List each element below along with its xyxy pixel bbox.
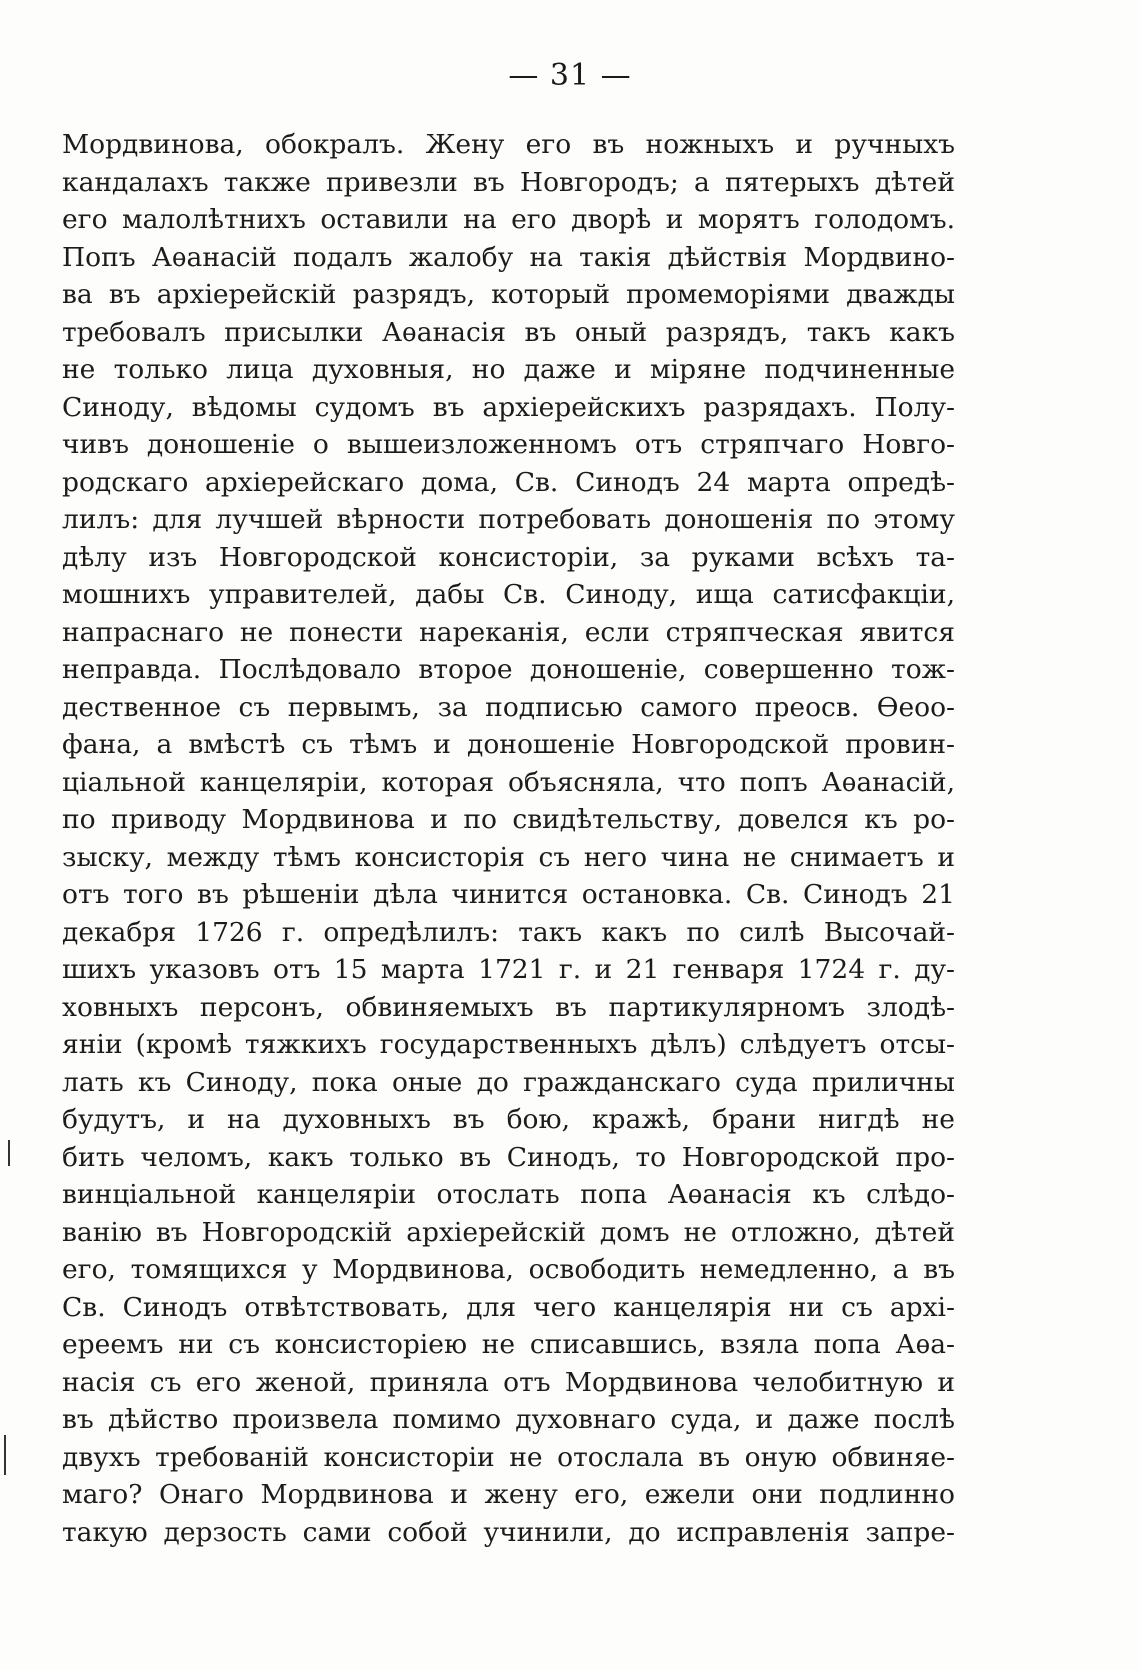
text-line: его, томящихся у Мордвинова, освободить немедленно, а въ <box>62 1254 955 1285</box>
text-line: ванію въ Новгородскій архіерейскій домъ не отложно, дѣтей <box>62 1216 955 1248</box>
text-line: Попъ Аѳанасій подалъ жалобу на такія дѣйствія Мордвино- <box>62 241 955 273</box>
scan-mark <box>8 1140 10 1166</box>
text-line: ереемъ ни съ консисторіею не списавшись, взяла попа Аѳа- <box>62 1329 955 1360</box>
text-line: напраснаго не понести нареканія, если стряпческая явится <box>62 616 955 648</box>
text-line: винціальной канцеляріи отослать попа Аѳанасія къ слѣдо- <box>62 1179 955 1210</box>
text-line: дѣлу изъ Новгородской консисторіи, за руками всѣхъ та- <box>62 541 955 573</box>
text-line: дественное съ первымъ, за подписью самого преосв. Ѳеоо- <box>62 691 955 723</box>
text-line: будутъ, и на духовныхъ въ бою, кражѣ, брани нигдѣ не <box>62 1104 955 1135</box>
text-line: лать къ Синоду, пока оные до гражданскаго суда приличны <box>62 1066 955 1098</box>
text-line: требовалъ присылки Аѳанасія въ оный разрядъ, такъ какъ <box>62 316 955 348</box>
text-line: родскаго архіерейскаго дома, Св. Синодъ 24 марта опредѣ- <box>62 466 955 498</box>
text-line: зыску, между тѣмъ консисторія съ него чина не снимаетъ и <box>62 841 955 873</box>
body-text <box>62 126 955 1551</box>
text-line: маго? Онаго Мордвинова и жену его, ежели они подлинно <box>62 1479 955 1510</box>
text-line: ва въ архіерейскій разрядъ, который промеморіями дважды <box>62 279 955 310</box>
text-line: Мордвинова, обокралъ. Жену его въ ножныхъ и ручныхъ <box>62 129 955 160</box>
text-line: декабря 1726 г. опредѣлилъ: такъ какъ по силѣ Высочай- <box>62 916 955 948</box>
text-line: не только лица духовныя, но даже и міряне подчиненные <box>62 354 955 385</box>
text-line: Св. Синодъ отвѣтствовать, для чего канцелярія ни съ архі- <box>62 1291 955 1323</box>
text-line: шихъ указовъ отъ 15 марта 1721 г. и 21 генваря 1724 г. ду- <box>62 954 955 985</box>
text-line: фана, а вмѣстѣ съ тѣмъ и доношеніе Новгородской провин- <box>62 729 955 760</box>
text-line: по приводу Мордвинова и по свидѣтельству, довелся къ ро- <box>62 804 955 835</box>
text-line: двухъ требованій консисторіи не отослала въ оную обвиняе- <box>62 1441 955 1473</box>
text-line: лилъ: для лучшей вѣрности потребовать доношенія по этому <box>62 504 955 535</box>
text-line: насія съ его женой, приняла отъ Мордвинова челобитную и <box>62 1366 955 1398</box>
text-line: въ дѣйство произвела помимо духовнаго суда, и даже послѣ <box>62 1404 955 1435</box>
text-line: ціальной канцеляріи, которая объясняла, что попъ Аѳанасій, <box>62 766 955 798</box>
text-line: яніи (кромѣ тяжкихъ государственныхъ дѣлъ) слѣдуетъ отсы- <box>62 1029 955 1060</box>
text-line: Синоду, вѣдомы судомъ въ архіерейскихъ разрядахъ. Полу- <box>62 391 955 423</box>
text-line: мошнихъ управителей, дабы Св. Синоду, ища сатисфакціи, <box>62 579 955 610</box>
text-line: чивъ доношеніе о вышеизложенномъ отъ стряпчаго Новго- <box>62 429 955 460</box>
text-line: ховныхъ персонъ, обвиняемыхъ въ партикулярномъ злодѣ- <box>62 991 955 1023</box>
text-line: бить челомъ, какъ только въ Синодъ, то Новгородской про- <box>62 1141 955 1173</box>
text-line: его малолѣтнихъ оставили на его дворѣ и морятъ голодомъ. <box>62 204 955 235</box>
text-line: кандалахъ также привезли въ Новгородъ; а пятерыхъ дѣтей <box>62 166 955 198</box>
scan-mark <box>4 1435 6 1475</box>
text-line: отъ того въ рѣшеніи дѣла чинится остановка. Св. Синодъ 21 <box>62 879 955 910</box>
text-line: такую дерзость сами собой учинили, до исправленія запре- <box>62 1516 955 1548</box>
page-number: — 31 — <box>508 58 632 93</box>
text-line: неправда. Послѣдовало второе доношеніе, совершенно тож- <box>62 654 955 685</box>
